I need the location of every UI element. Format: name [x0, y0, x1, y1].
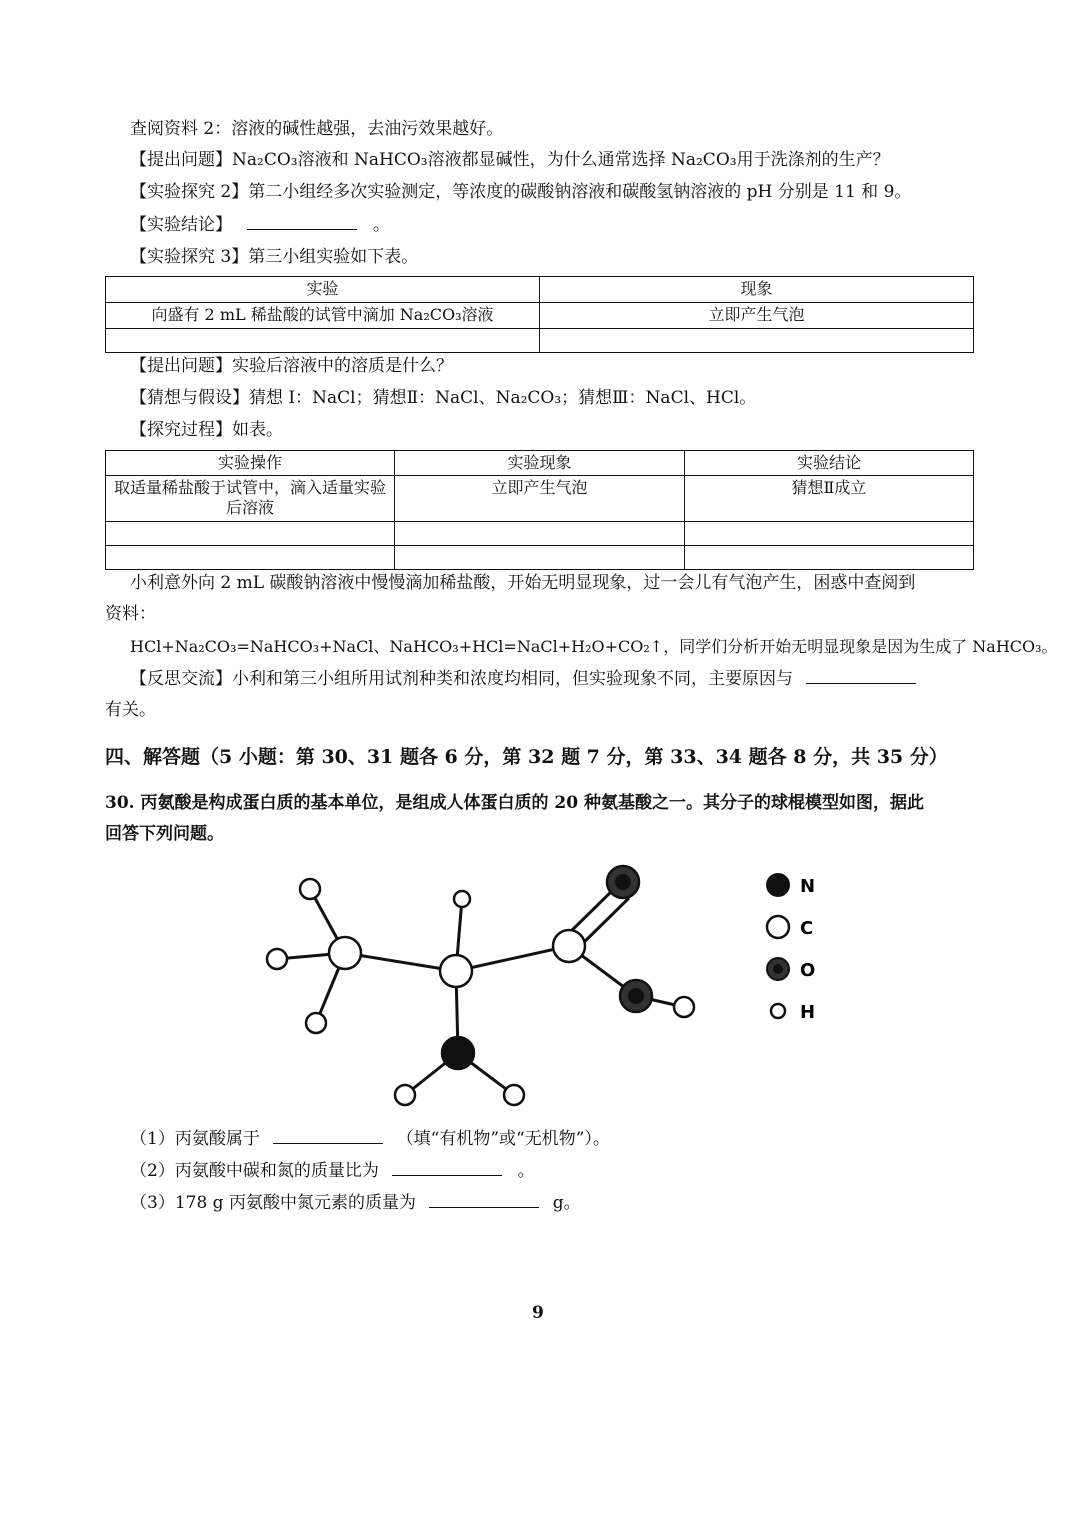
table2-empty-cell [685, 546, 974, 570]
conclusion-blank[interactable] [247, 213, 357, 230]
hydrogen-atom [395, 1085, 415, 1105]
alanine-ball-stick-model [250, 855, 850, 1115]
question-30-line-2: 回答下列问题。 [105, 824, 224, 844]
sub-question-1-text: （1）丙氨酸属于 [130, 1129, 260, 1149]
sub-question-3-text: （3）178 g 丙氨酸中氮元素的质量为 [130, 1193, 416, 1213]
sub-question-2-blank[interactable] [392, 1159, 502, 1176]
table2-empty-cell [395, 522, 685, 546]
table1-cell-phenomenon: 立即产生气泡 [540, 303, 974, 329]
section-4-heading: 四、解答题（5 小题：第 30、31 题各 6 分，第 32 题 7 分，第 33、34 题各 8 分，共 35 分） [105, 746, 948, 768]
page-number: 9 [532, 1303, 544, 1323]
hydrogen-atom [306, 1013, 326, 1033]
carbon-atom [329, 937, 361, 969]
sub-question-1 [130, 1127, 610, 1150]
equation-text: HCl+Na₂CO₃=NaHCO₃+NaCl、NaHCO₃+HCl=NaCl+H₂O+CO₂↑，同学们分析开始无明显现象是因为生成了 NaHCO₃。 [130, 637, 1058, 656]
hypothesis-text: 【猜想与假设】猜想 I：NaCl；猜想Ⅱ：NaCl、Na₂CO₃；猜想Ⅲ：NaCl、HCl。 [130, 388, 757, 408]
table1-empty-cell [106, 329, 540, 353]
explore-3-text: 【实验探究 3】第三小组实验如下表。 [130, 247, 419, 267]
table2-cell-phenomenon: 立即产生气泡 [395, 476, 685, 522]
sub-question-3 [130, 1191, 581, 1214]
table2-cell-operation: 取适量稀盐酸于试管中，滴入适量实验后溶液 [106, 476, 395, 522]
atom-legend [767, 874, 815, 1023]
sub-question-2-end: 。 [517, 1161, 535, 1181]
hydrogen-atom [674, 997, 694, 1017]
table2-cell-conclusion: 猜想Ⅱ成立 [685, 476, 974, 522]
legend-carbon-icon [767, 916, 789, 938]
legend-hydrogen-icon [771, 1004, 785, 1018]
paragraph-1-line-1: 小利意外向 2 mL 碳酸钠溶液中慢慢滴加稀盐酸，开始无明显现象，过一会儿有气泡产生，困惑中查阅到 [130, 573, 916, 593]
sub-question-3-unit: g。 [552, 1193, 581, 1213]
question-2-text: 【提出问题】实验后溶液中的溶质是什么？ [130, 356, 453, 376]
explore-2-text: 【实验探究 2】第二小组经多次实验测定，等浓度的碳酸钠溶液和碳酸氢钠溶液的 pH 分别是 11 和 9。 [130, 182, 912, 202]
table2-header-operation: 实验操作 [106, 451, 395, 476]
oxygen-atom-core [628, 988, 644, 1004]
hydrogen-atom [504, 1085, 524, 1105]
process-table [105, 450, 974, 570]
experiment-3-table [105, 276, 974, 353]
sub-question-1-blank[interactable] [273, 1127, 383, 1144]
table1-header-phenomenon: 现象 [540, 277, 974, 303]
legend-c-label: C [800, 918, 814, 939]
hydrogen-atom [454, 891, 470, 907]
carbon-atom [440, 955, 472, 987]
table2-header-phenomenon: 实验现象 [395, 451, 685, 476]
conclusion-label: 【实验结论】 [130, 215, 232, 235]
sub-question-3-blank[interactable] [429, 1191, 539, 1208]
bond [456, 946, 569, 971]
sub-question-2 [130, 1159, 535, 1182]
legend-o-label: O [800, 960, 816, 981]
table2-empty-cell [106, 546, 395, 570]
legend-nitrogen-icon [767, 874, 789, 896]
table2-empty-cell [395, 546, 685, 570]
oxygen-atom-core [615, 874, 631, 890]
table1-header-experiment: 实验 [106, 277, 540, 303]
conclusion-line [130, 213, 390, 236]
hydrogen-atom [267, 949, 287, 969]
reference-2-text: 查阅资料 2：溶液的碱性越强，去油污效果越好。 [130, 119, 504, 139]
reflect-line [130, 667, 916, 690]
table1-empty-cell [540, 329, 974, 353]
sub-question-1-hint: （填“有机物”或“无机物”）。 [396, 1129, 610, 1149]
legend-oxygen-core [773, 964, 783, 974]
question-30-line-1: 30. 丙氨酸是构成蛋白质的基本单位，是组成人体蛋白质的 20 种氨基酸之一。其分子的球棍模型如图，据此 [105, 793, 924, 813]
reflect-text: 【反思交流】小利和第三小组所用试剂种类和浓度均相同，但实验现象不同，主要原因与 [130, 669, 793, 689]
table1-cell-experiment: 向盛有 2 mL 稀盐酸的试管中滴加 Na₂CO₃溶液 [106, 303, 540, 329]
table2-empty-cell [106, 522, 395, 546]
reflect-end: 有关。 [105, 700, 156, 720]
hydrogen-atom [300, 879, 320, 899]
reflect-blank[interactable] [806, 667, 916, 684]
nitrogen-atom [442, 1037, 474, 1069]
table2-header-conclusion: 实验结论 [685, 451, 974, 476]
legend-n-label: N [800, 876, 816, 897]
conclusion-end: 。 [372, 215, 390, 235]
sub-question-2-text: （2）丙氨酸中碳和氮的质量比为 [130, 1161, 379, 1181]
process-text: 【探究过程】如表。 [130, 420, 283, 440]
carbon-atom [553, 930, 585, 962]
table2-empty-cell [685, 522, 974, 546]
legend-h-label: H [800, 1002, 816, 1023]
paragraph-1-line-2: 资料： [105, 604, 156, 624]
question-1-text: 【提出问题】Na₂CO₃溶液和 NaHCO₃溶液都显碱性，为什么通常选择 Na₂CO₃用于洗涤剂的生产？ [130, 150, 890, 170]
